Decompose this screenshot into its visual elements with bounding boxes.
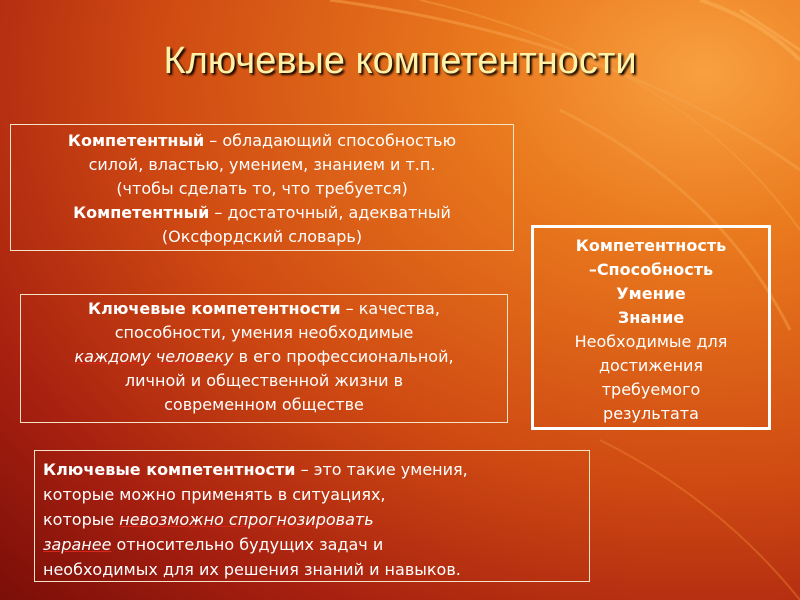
box3-line-3 [43,507,583,532]
emphasis-every-person: каждому человеку [74,347,234,366]
box1-line-1 [11,129,513,153]
page-title: Ключевые компетентности [163,40,637,82]
definition-key-competences-box [20,294,508,423]
emphasis-unpredictable: невозможно спрогнозировать [119,510,374,529]
box1-line-2: силой, властью, умением, знанием и т.п. [88,155,436,174]
box3-line-1 [43,457,583,482]
box3-line-5: необходимых для их решения знаний и навыков. [43,560,461,579]
box4-line-2 [534,258,768,282]
box2-line-2: способности, умения необходимые [114,323,414,342]
term-competence: Компетентность [575,236,727,255]
box4-line-4 [534,306,768,330]
box4-line-1 [534,234,768,258]
term-knowledge: Знание [617,308,685,327]
term-competent-2: Компетентный [73,203,210,222]
box1-line-4 [11,201,513,225]
term-key-competences-2: Ключевые компетентности [43,460,296,479]
definition-skills-box [34,450,590,582]
box1-line-3: (чтобы сделать то, что требуется) [116,179,408,198]
box2-line-5: современном обществе [164,395,364,414]
box2-line-1 [21,297,507,321]
box4-line-5: Необходимые для [574,332,728,351]
box1-line-5: (Оксфордский словарь) [161,227,363,246]
competence-summary-box [531,225,771,430]
box4-line-7: требуемого [601,380,701,399]
box4-line-8: результата [603,404,699,423]
box4-line-3 [534,282,768,306]
term-competent: Компетентный [67,131,205,150]
emphasis-in-advance: заранее [43,535,112,554]
definition-competent-box [10,124,514,251]
box3-line-2: которые можно применять в ситуациях, [43,485,386,504]
box1-line-1-rest: – обладающий способностью [204,131,457,150]
box2-line-3 [21,345,507,369]
term-key-competences: Ключевые компетентности [88,299,341,318]
box1-line-4-rest: – достаточный, адекватный [209,203,451,222]
box2-line-1-rest: – качества, [340,299,440,318]
box3-line-4 [43,532,583,557]
box2-line-4: личной и общественной жизни в [124,371,404,390]
box2-line-3-rest: в его профессиональной, [233,347,454,366]
box3-line-4-rest: относительно будущих задач и [111,535,384,554]
box3-line-1-rest: – это такие умения, [295,460,468,479]
box4-line-6: достижения [598,356,704,375]
term-ability: –Способность [588,260,714,279]
term-skill: Умение [616,284,686,303]
box3-line-3-start: которые [43,510,120,529]
